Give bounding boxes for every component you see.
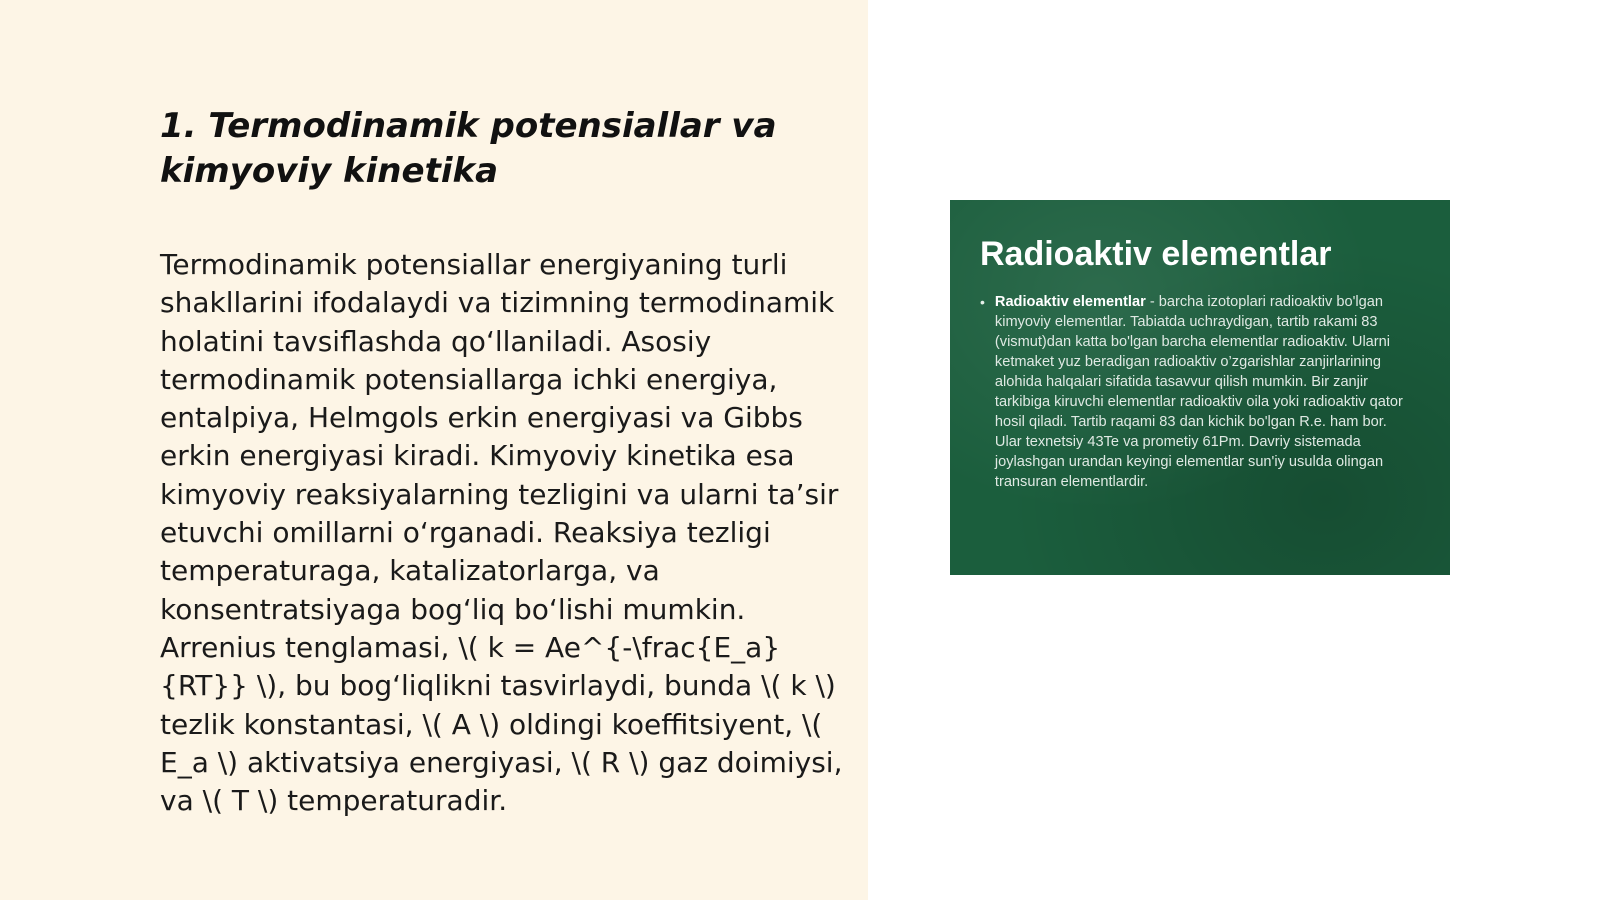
image-card-bullet-text: [995, 292, 1410, 492]
image-card-title: Radioaktiv elementlar: [980, 235, 1332, 273]
image-card-bullet-term: Radioaktiv elementlar: [994, 294, 1146, 310]
slide-title: 1. Termodinamik potensiallar va kimyoviy kinetika: [160, 106, 777, 191]
radioactive-elements-image: [950, 200, 1450, 575]
image-card-bullet-description: - barcha izotoplari radioaktiv bo'lgan kimyoviy elementlar. Tabiatda uchraydigan, tartib rakami 83 (vismut)dan katta bo'lgan barcha elementlar radioaktiv. Ularni ketmaket yuz beradigan radioaktiv o’zgarishlar zanjirlarining alohida halqalari sifatida tasavvur qilish mumkin. Bir zanjir tarkibiga kiruvchi elementlar radioaktiv oila yoki radioaktiv qator hosil qiladi. Tartib raqami 83 dan kichik bo'lgan R.e. ham bor. Ular texnetsiy 43Te va prometiy 61Pm. Davriy sistemada joylashgan urandan keyingi elementlar sun'iy usulda olingan transuran elementlardir.: [994, 294, 1403, 490]
bullet-icon: •: [980, 294, 985, 310]
image-card-bullet: [980, 292, 1410, 492]
slide-body-text: Termodinamik potensiallar energiyaning turli shakllarini ifodalaydi va tizimning termodinamik holatini tavsiflashda qo‘llaniladi. Asosiy termodinamik potensiallarga ichki energiya, entalpiya, Helmgols erkin energiyasi va Gibbs erkin energiyasi kiradi. Kimyoviy kinetika esa kimyoviy reaksiyalarning tezligini va ularni ta’sir etuvchi omillarni o‘rganadi. Reaksiya tezligi temperaturaga, katalizatorlarga, va konsentratsiyaga bog‘liq bo‘lishi mumkin. Arrenius tenglamasi, \( k = Ae^{-\frac{E_a}{RT}} \), bu bog‘liqlikni tasvirlaydi, bunda \( k \) tezlik konstantasi, \( A \) oldingi koeffitsiyent, \( E_a \) aktivatsiya energiyasi, \( R \) gaz doimiysi, va \( T \) temperaturadir.: [160, 248, 843, 818]
